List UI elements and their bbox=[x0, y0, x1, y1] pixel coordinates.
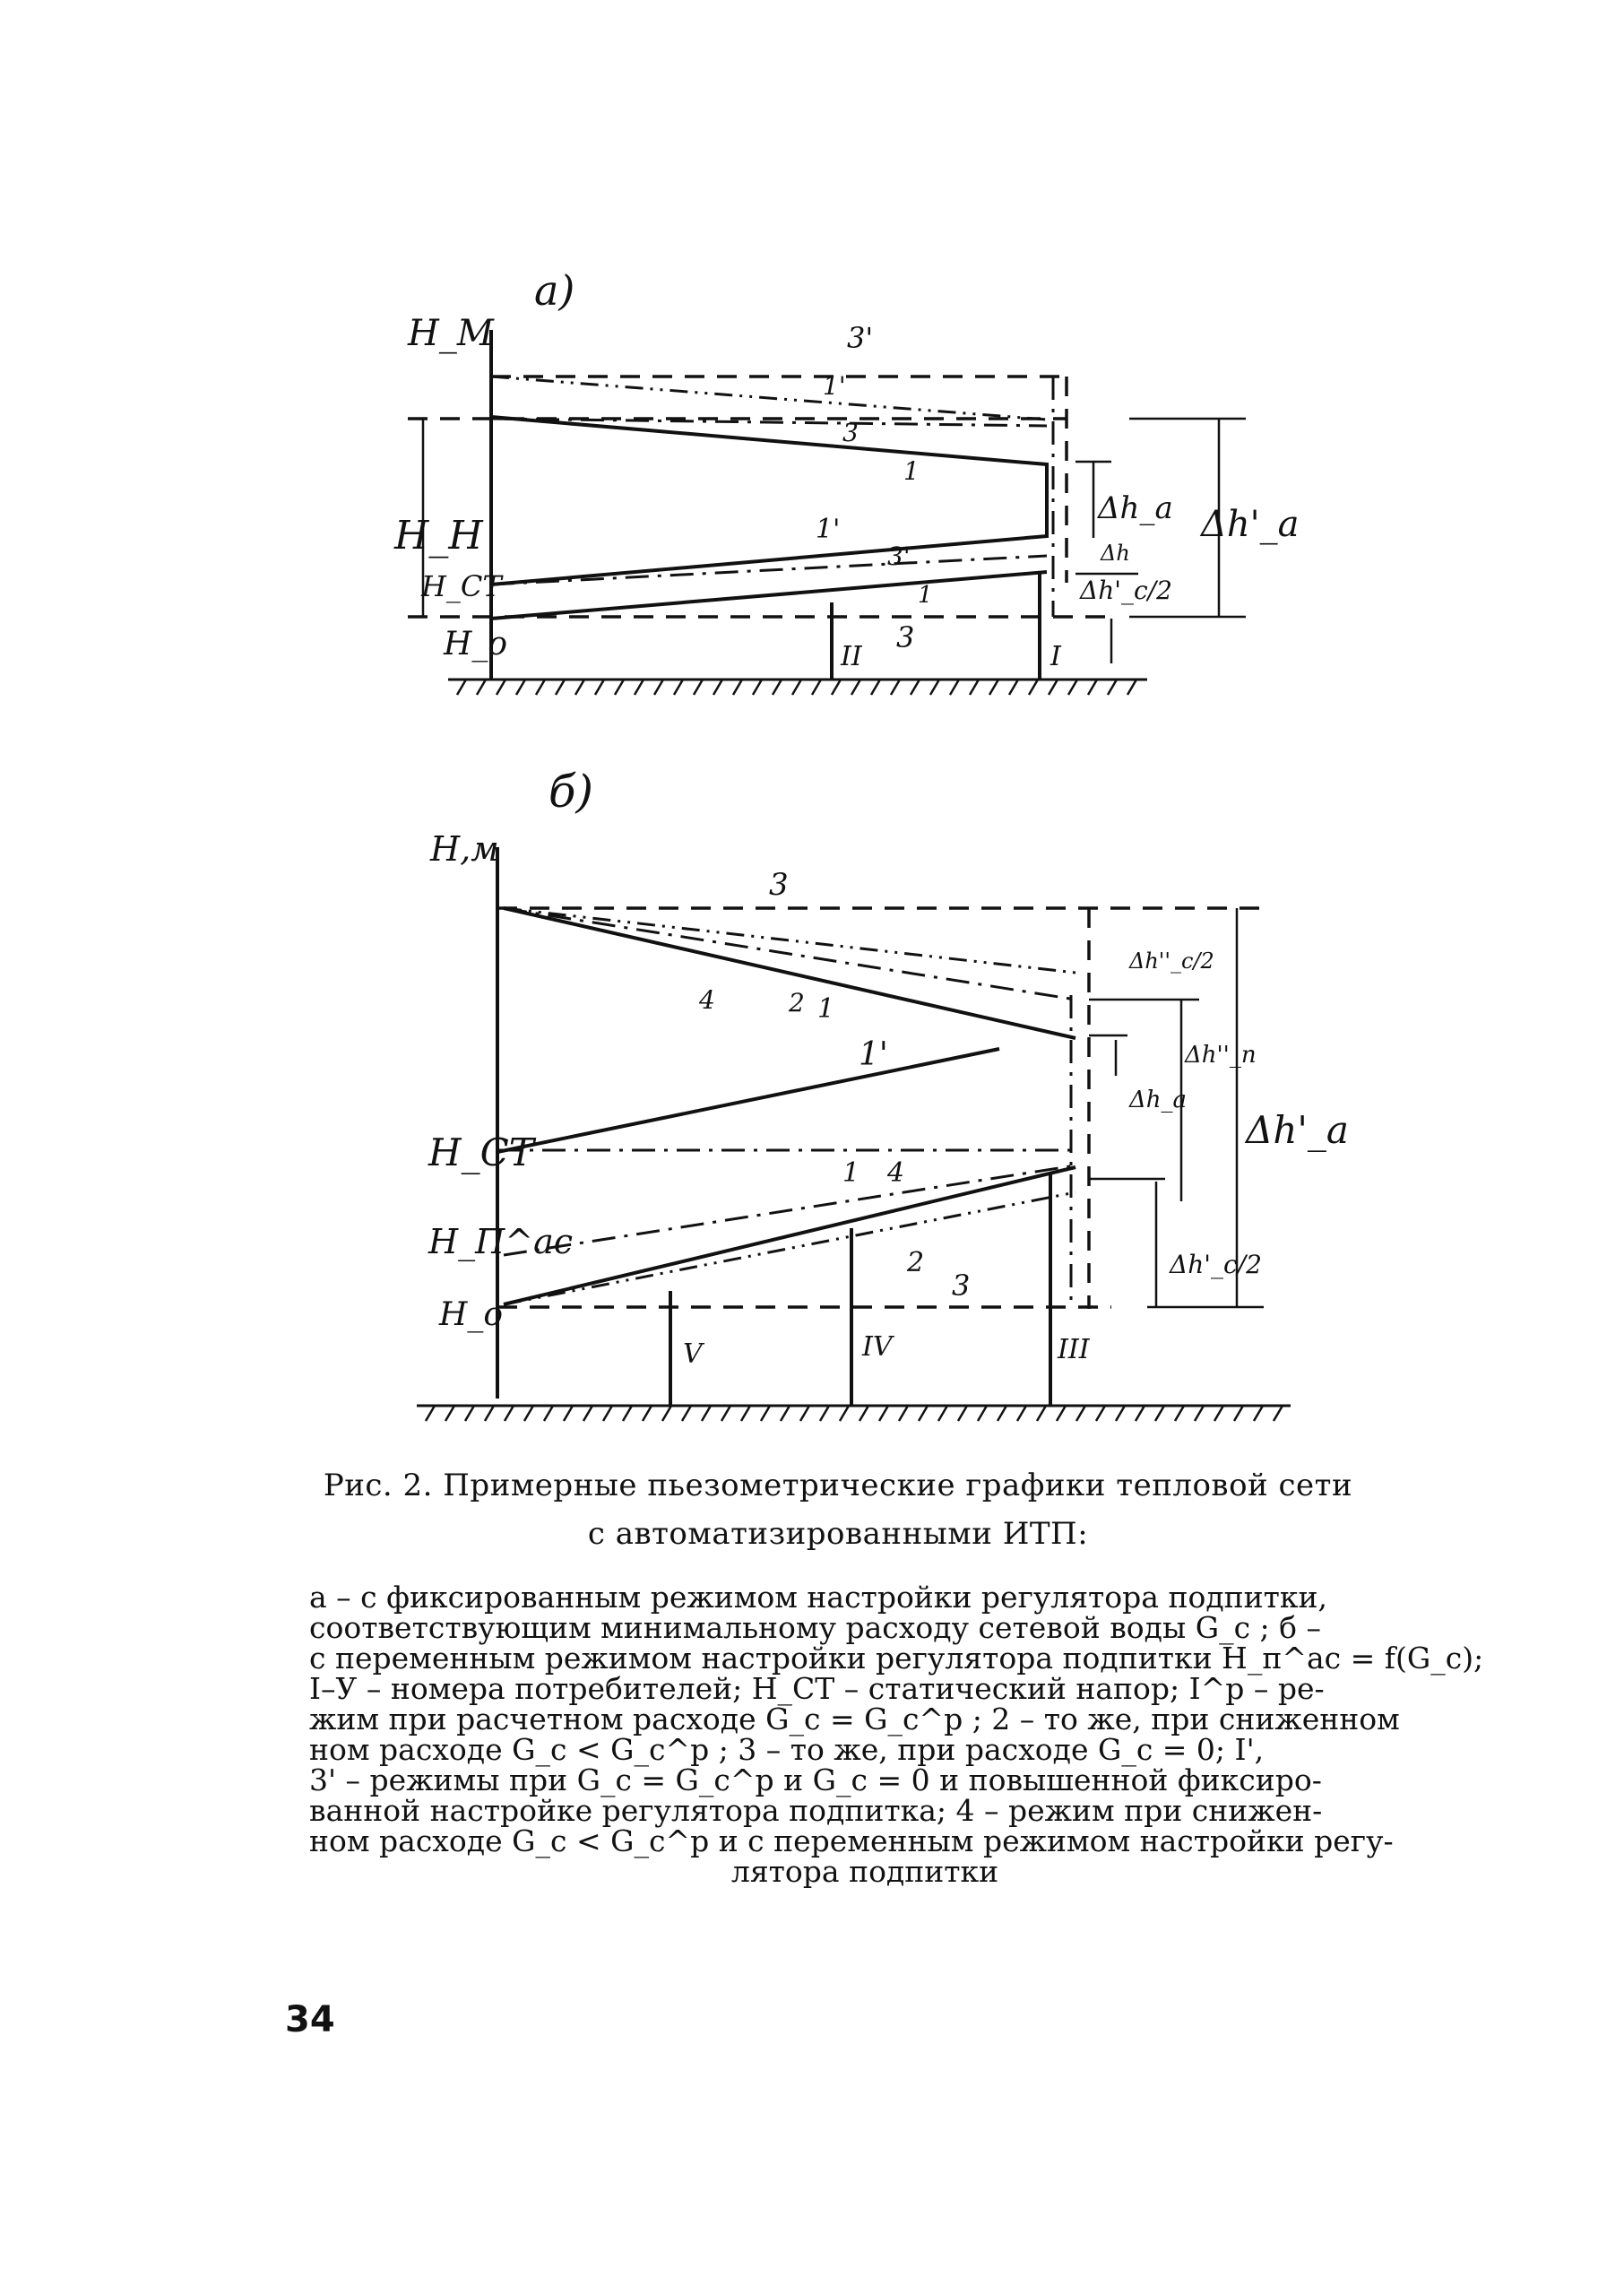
caption-title-line-1: Рис. 2. Примерные пьезометрические графики тепловой сети bbox=[323, 1468, 1353, 1503]
figure-caption bbox=[309, 1470, 1367, 1567]
ground-hatch-b bbox=[426, 1406, 1283, 1421]
figure-b bbox=[417, 766, 1349, 1421]
legend-line: с переменным режимом настройки регулятора подпитки H_п^ас = f(G_c); bbox=[309, 1641, 1484, 1676]
hn-as-label-b: H_П^ас bbox=[428, 1222, 574, 1261]
line-1-outline-a bbox=[491, 377, 1047, 585]
label-2-low-b: 2 bbox=[907, 1247, 925, 1278]
dhc-bot-label-b: Δh'_c/2 bbox=[1170, 1250, 1262, 1279]
consumer-label-II: II bbox=[841, 641, 862, 672]
label-1-low-a: 1 bbox=[918, 582, 933, 609]
label-3-top-b: 3 bbox=[769, 867, 789, 903]
line-1-supply-b bbox=[504, 908, 1075, 1038]
panel-label-a: a) bbox=[534, 266, 575, 315]
y-axis-label-a: H_M bbox=[408, 313, 494, 354]
legend-line: а – с фиксированным режимом настройки регулятора подпитки, bbox=[309, 1580, 1328, 1615]
consumer-label-III: III bbox=[1058, 1334, 1090, 1365]
hct-label-b: H_CT bbox=[428, 1130, 534, 1174]
line-1p-b bbox=[497, 1049, 999, 1152]
legend-line: ном расходе G_c < G_c^p ; 3 – то же, при расходе G_c = 0; I', bbox=[309, 1732, 1265, 1767]
dhc-top-label-b: Δh''_c/2 bbox=[1129, 948, 1214, 974]
label-2-b: 2 bbox=[789, 988, 805, 1018]
dhc-half-label-a: Δh'_c/2 bbox=[1080, 576, 1172, 605]
ground-hatch-a bbox=[457, 680, 1136, 695]
label-1-a: 1 bbox=[903, 456, 920, 486]
label-1-b: 1 bbox=[817, 993, 835, 1025]
line-1p-top-a bbox=[491, 377, 1047, 420]
legend-line: 3' – режимы при G_c = G_c^p и G_c = 0 и повышенной фиксиро- bbox=[309, 1762, 1322, 1797]
dha-prime-label-b: Δh'_a bbox=[1246, 1108, 1349, 1152]
ho-label-a: H_o bbox=[444, 626, 508, 663]
label-3p-mid-a: 3' bbox=[887, 541, 911, 571]
dha-label-b: Δh_a bbox=[1129, 1087, 1188, 1113]
label-4-b: 4 bbox=[699, 985, 715, 1015]
page-number: 34 bbox=[285, 1999, 335, 2040]
caption-legend bbox=[309, 1580, 1484, 1889]
line-4-supply-b bbox=[504, 908, 1075, 973]
dhn-label-b: Δh''_п bbox=[1185, 1042, 1257, 1069]
consumer-label-V: V bbox=[683, 1338, 703, 1370]
label-1p-b: 1' bbox=[859, 1036, 888, 1073]
y-axis-label-b: H,м bbox=[430, 829, 499, 869]
legend-line: жим при расчетном расходе G_c = G_c^p ; 2 – то же, при сниженном bbox=[309, 1702, 1400, 1736]
legend-line: ванной настройке регулятора подпитка; 4 – режим при снижен- bbox=[309, 1793, 1323, 1828]
legend-line: I–У – номера потребителей; H_CT – статический напор; I^p – ре- bbox=[309, 1671, 1325, 1706]
caption-title-line-2: с автоматизированными ИТП: bbox=[587, 1516, 1089, 1552]
line-2-supply-b bbox=[504, 908, 1075, 1000]
label-3p-top-a: 3' bbox=[847, 321, 874, 355]
dh-small-label-a: Δh bbox=[1101, 541, 1130, 566]
dha-prime-label-a: Δh'_a bbox=[1201, 504, 1300, 545]
figure-a bbox=[393, 266, 1300, 695]
legend-line: соответствующим минимальному расходу сетевой воды G_c ; б – bbox=[309, 1610, 1322, 1645]
line-1-return-b bbox=[504, 1167, 1075, 1304]
label-3-low-a: 3 bbox=[896, 620, 915, 654]
hct-label-a: H_CT bbox=[421, 569, 502, 603]
label-4-low-b: 4 bbox=[887, 1157, 905, 1189]
label-3-top-a: 3 bbox=[842, 418, 859, 447]
dha-label-a: Δh_a bbox=[1098, 490, 1173, 526]
legend-line: лятора подпитки bbox=[730, 1854, 999, 1889]
panel-label-b: б) bbox=[549, 766, 594, 818]
label-1p-top-a: 1' bbox=[823, 371, 846, 401]
label-1-low-b: 1 bbox=[842, 1157, 860, 1189]
label-1p-bot-a: 1' bbox=[816, 514, 841, 545]
consumer-label-IV: IV bbox=[862, 1331, 893, 1363]
hn-label-a: H_H bbox=[394, 513, 483, 559]
ho-label-b: H_o bbox=[439, 1296, 504, 1333]
legend-line: ном расходе G_c < G_c^p и с переменным режимом настройки регу- bbox=[309, 1823, 1394, 1858]
consumer-label-I: I bbox=[1050, 641, 1061, 672]
label-3-low-b: 3 bbox=[952, 1269, 971, 1303]
